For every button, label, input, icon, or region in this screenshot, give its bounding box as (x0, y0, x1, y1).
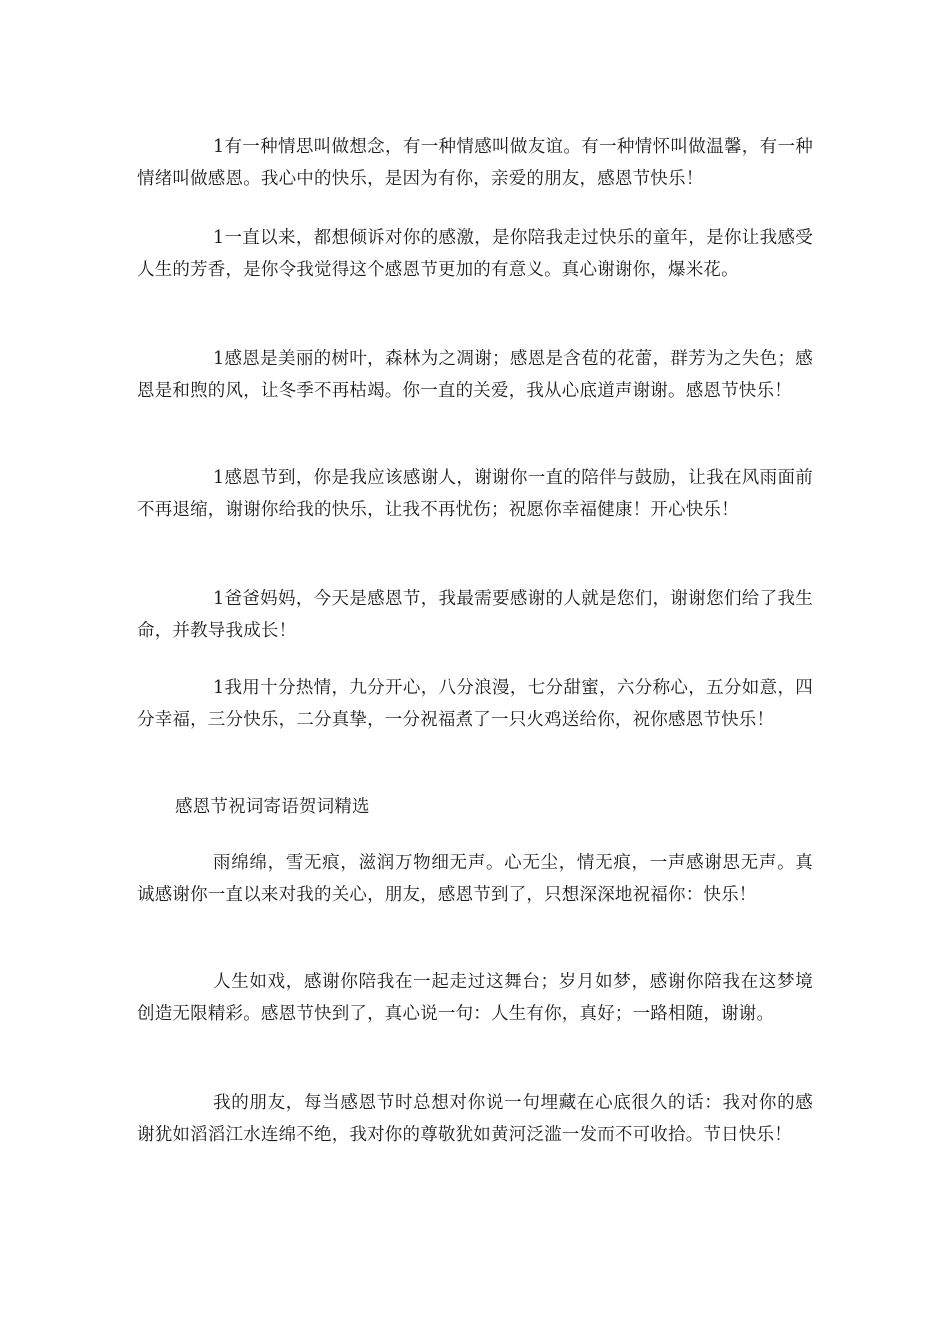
paragraph-2: 1一直以来，都想倾诉对你的感激，是你陪我走过快乐的童年，是你让我感受人生的芳香，是你令我觉得这个感恩节更加的有意义。真心谢谢你，爆米花。 (137, 228, 813, 280)
paragraph-5: 1爸爸妈妈，今天是感恩节，我最需要感谢的人就是您们，谢谢您们给了我生命，并教导我成长！ (137, 589, 813, 641)
paragraph-3: 1感恩是美丽的树叶，森林为之凋谢；感恩是含苞的花蕾，群芳为之失色；感恩是和煦的风，让冬季不再枯竭。你一直的关爱，我从心底道声谢谢。感恩节快乐！ (137, 349, 813, 401)
section-paragraph-3: 我的朋友，每当感恩节时总想对你说一句埋藏在心底很久的话：我对你的感谢犹如滔滔江水连绵不绝，我对你的尊敬犹如黄河泛滥一发而不可收拾。节日快乐！ (137, 1093, 813, 1145)
section-paragraph-1: 雨绵绵，雪无痕，滋润万物细无声。心无尘，情无痕，一声感谢思无声。真诚感谢你一直以来对我的关心，朋友，感恩节到了，只想深深地祝福你：快乐！ (137, 853, 813, 905)
paragraph-1: 1有一种情思叫做想念，有一种情感叫做友谊。有一种情怀叫做温馨，有一种情绪叫做感恩。我心中的快乐，是因为有你，亲爱的朋友，感恩节快乐！ (137, 137, 813, 189)
section-title: 感恩节祝词寄语贺词精选 (175, 797, 370, 817)
section-paragraph-2: 人生如戏，感谢你陪我在一起走过这舞台；岁月如梦，感谢你陪我在这梦境创造无限精彩。感恩节快到了，真心说一句：人生有你，真好；一路相随，谢谢。 (137, 972, 813, 1024)
paragraph-4: 1感恩节到，你是我应该感谢人，谢谢你一直的陪伴与鼓励，让我在风雨面前不再退缩，谢谢你给我的快乐，让我不再忧伤；祝愿你幸福健康！开心快乐！ (137, 468, 813, 520)
paragraph-6: 1我用十分热情，九分开心，八分浪漫，七分甜蜜，六分称心，五分如意，四分幸福，三分快乐，二分真挚，一分祝福煮了一只火鸡送给你，祝你感恩节快乐！ (137, 678, 813, 730)
